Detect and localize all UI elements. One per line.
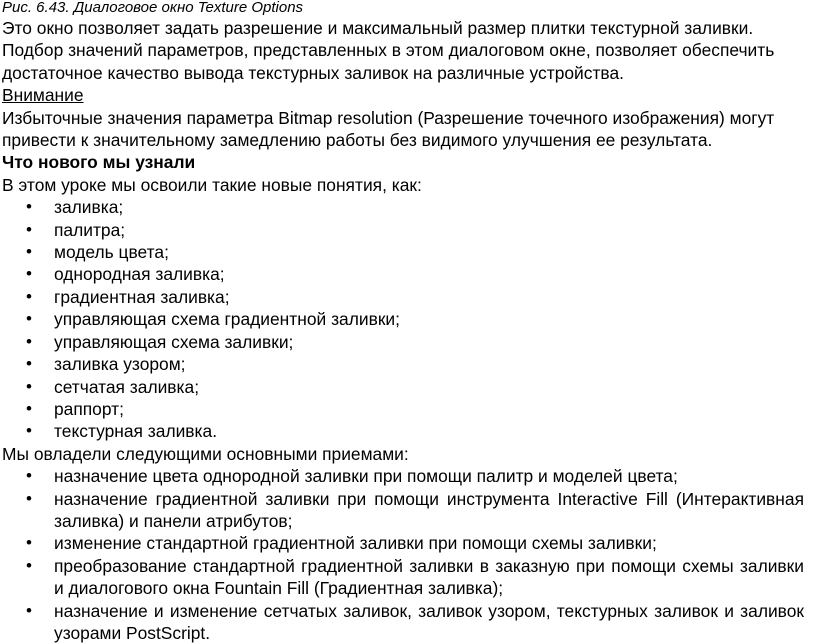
bullet-icon: • [26,533,32,553]
figure-caption: Рис. 6.43. Диалоговое окно Texture Options [2,0,304,16]
intro-paragraph: Это окно позволяет задать разрешение и максимальный размер плитки текстурной заливки. Подбор значений параметров, представленных в этом диалоговом окне, позволяет обеспечить достаточное качество вывода текстурных заливок на различные устройства. [2,18,775,83]
summary-heading: Что нового мы узнали [2,152,196,173]
list-item-text: назначение градиентной заливки при помощи инструмента Interactive Fill (Интерактивная заливка) и панели атрибутов; [54,488,804,531]
attention-paragraph: Избыточные значения параметра Bitmap resolution (Разрешение точечного изображения) могут привести к значительному замедлению работы без видимого улучшения ее результата. [2,107,775,151]
list-item-text: заливка; [54,197,124,218]
bullet-icon: • [26,264,32,284]
bullet-icon: • [26,466,32,486]
list-item-text: назначение и изменение сетчатых заливок, заливок узором, текстурных заливок и заливок узорами PostScript. [54,600,804,643]
list-item-text: текстурная заливка. [54,421,218,442]
bullet-icon: • [26,331,32,351]
list-item-text: однородная заливка; [54,264,225,285]
techniques-list [2,465,812,644]
bullet-icon: • [26,555,32,575]
bullet-icon: • [26,242,32,262]
list-item-text: преобразование стандартной градиентной заливки в заказную при помощи схемы заливки и диалогового окна Fountain Fill (Градиентная заливка); [54,555,804,599]
attention-heading: Внимание [2,85,84,106]
techniques-intro: Мы овладели следующими основными приемами: [2,443,409,464]
bullet-icon: • [26,197,32,217]
list-item [2,420,812,442]
list-item [2,532,812,554]
list-item [2,241,812,263]
concepts-list [2,196,812,442]
list-item-text: раппорт; [54,398,124,419]
list-item [2,353,812,375]
list-item [2,331,812,353]
bullet-icon: • [26,398,32,418]
bullet-icon: • [26,219,32,239]
list-item-text: изменение стандартной градиентной заливки при помощи схемы заливки; [54,533,657,554]
bullet-icon: • [26,421,32,441]
list-item [2,196,812,218]
list-item-text: сетчатая заливка; [54,376,200,397]
list-item [2,308,812,330]
bullet-icon: • [26,488,32,508]
list-item-text: заливка узором; [54,354,186,375]
bullet-icon: • [26,600,32,620]
list-item-text: управляющая схема градиентной заливки; [54,309,400,330]
bullet-icon: • [26,286,32,306]
list-item [2,555,812,600]
list-item-text: назначение цвета однородной заливки при помощи палитр и моделей цвета; [54,466,678,487]
list-item [2,600,812,644]
bullet-icon: • [26,309,32,329]
list-item [2,219,812,241]
list-item [2,488,812,533]
bullet-icon: • [26,376,32,396]
list-item-text: модель цвета; [54,242,169,263]
list-item [2,465,812,487]
concepts-intro: В этом уроке мы освоили такие новые понятия, как: [2,174,422,195]
list-item [2,286,812,308]
list-item [2,263,812,285]
bullet-icon: • [26,354,32,374]
list-item [2,398,812,420]
list-item-text: управляющая схема заливки; [54,331,294,352]
list-item [2,376,812,398]
list-item-text: градиентная заливка; [54,286,230,307]
list-item-text: палитра; [54,219,126,240]
document-page [2,0,812,644]
